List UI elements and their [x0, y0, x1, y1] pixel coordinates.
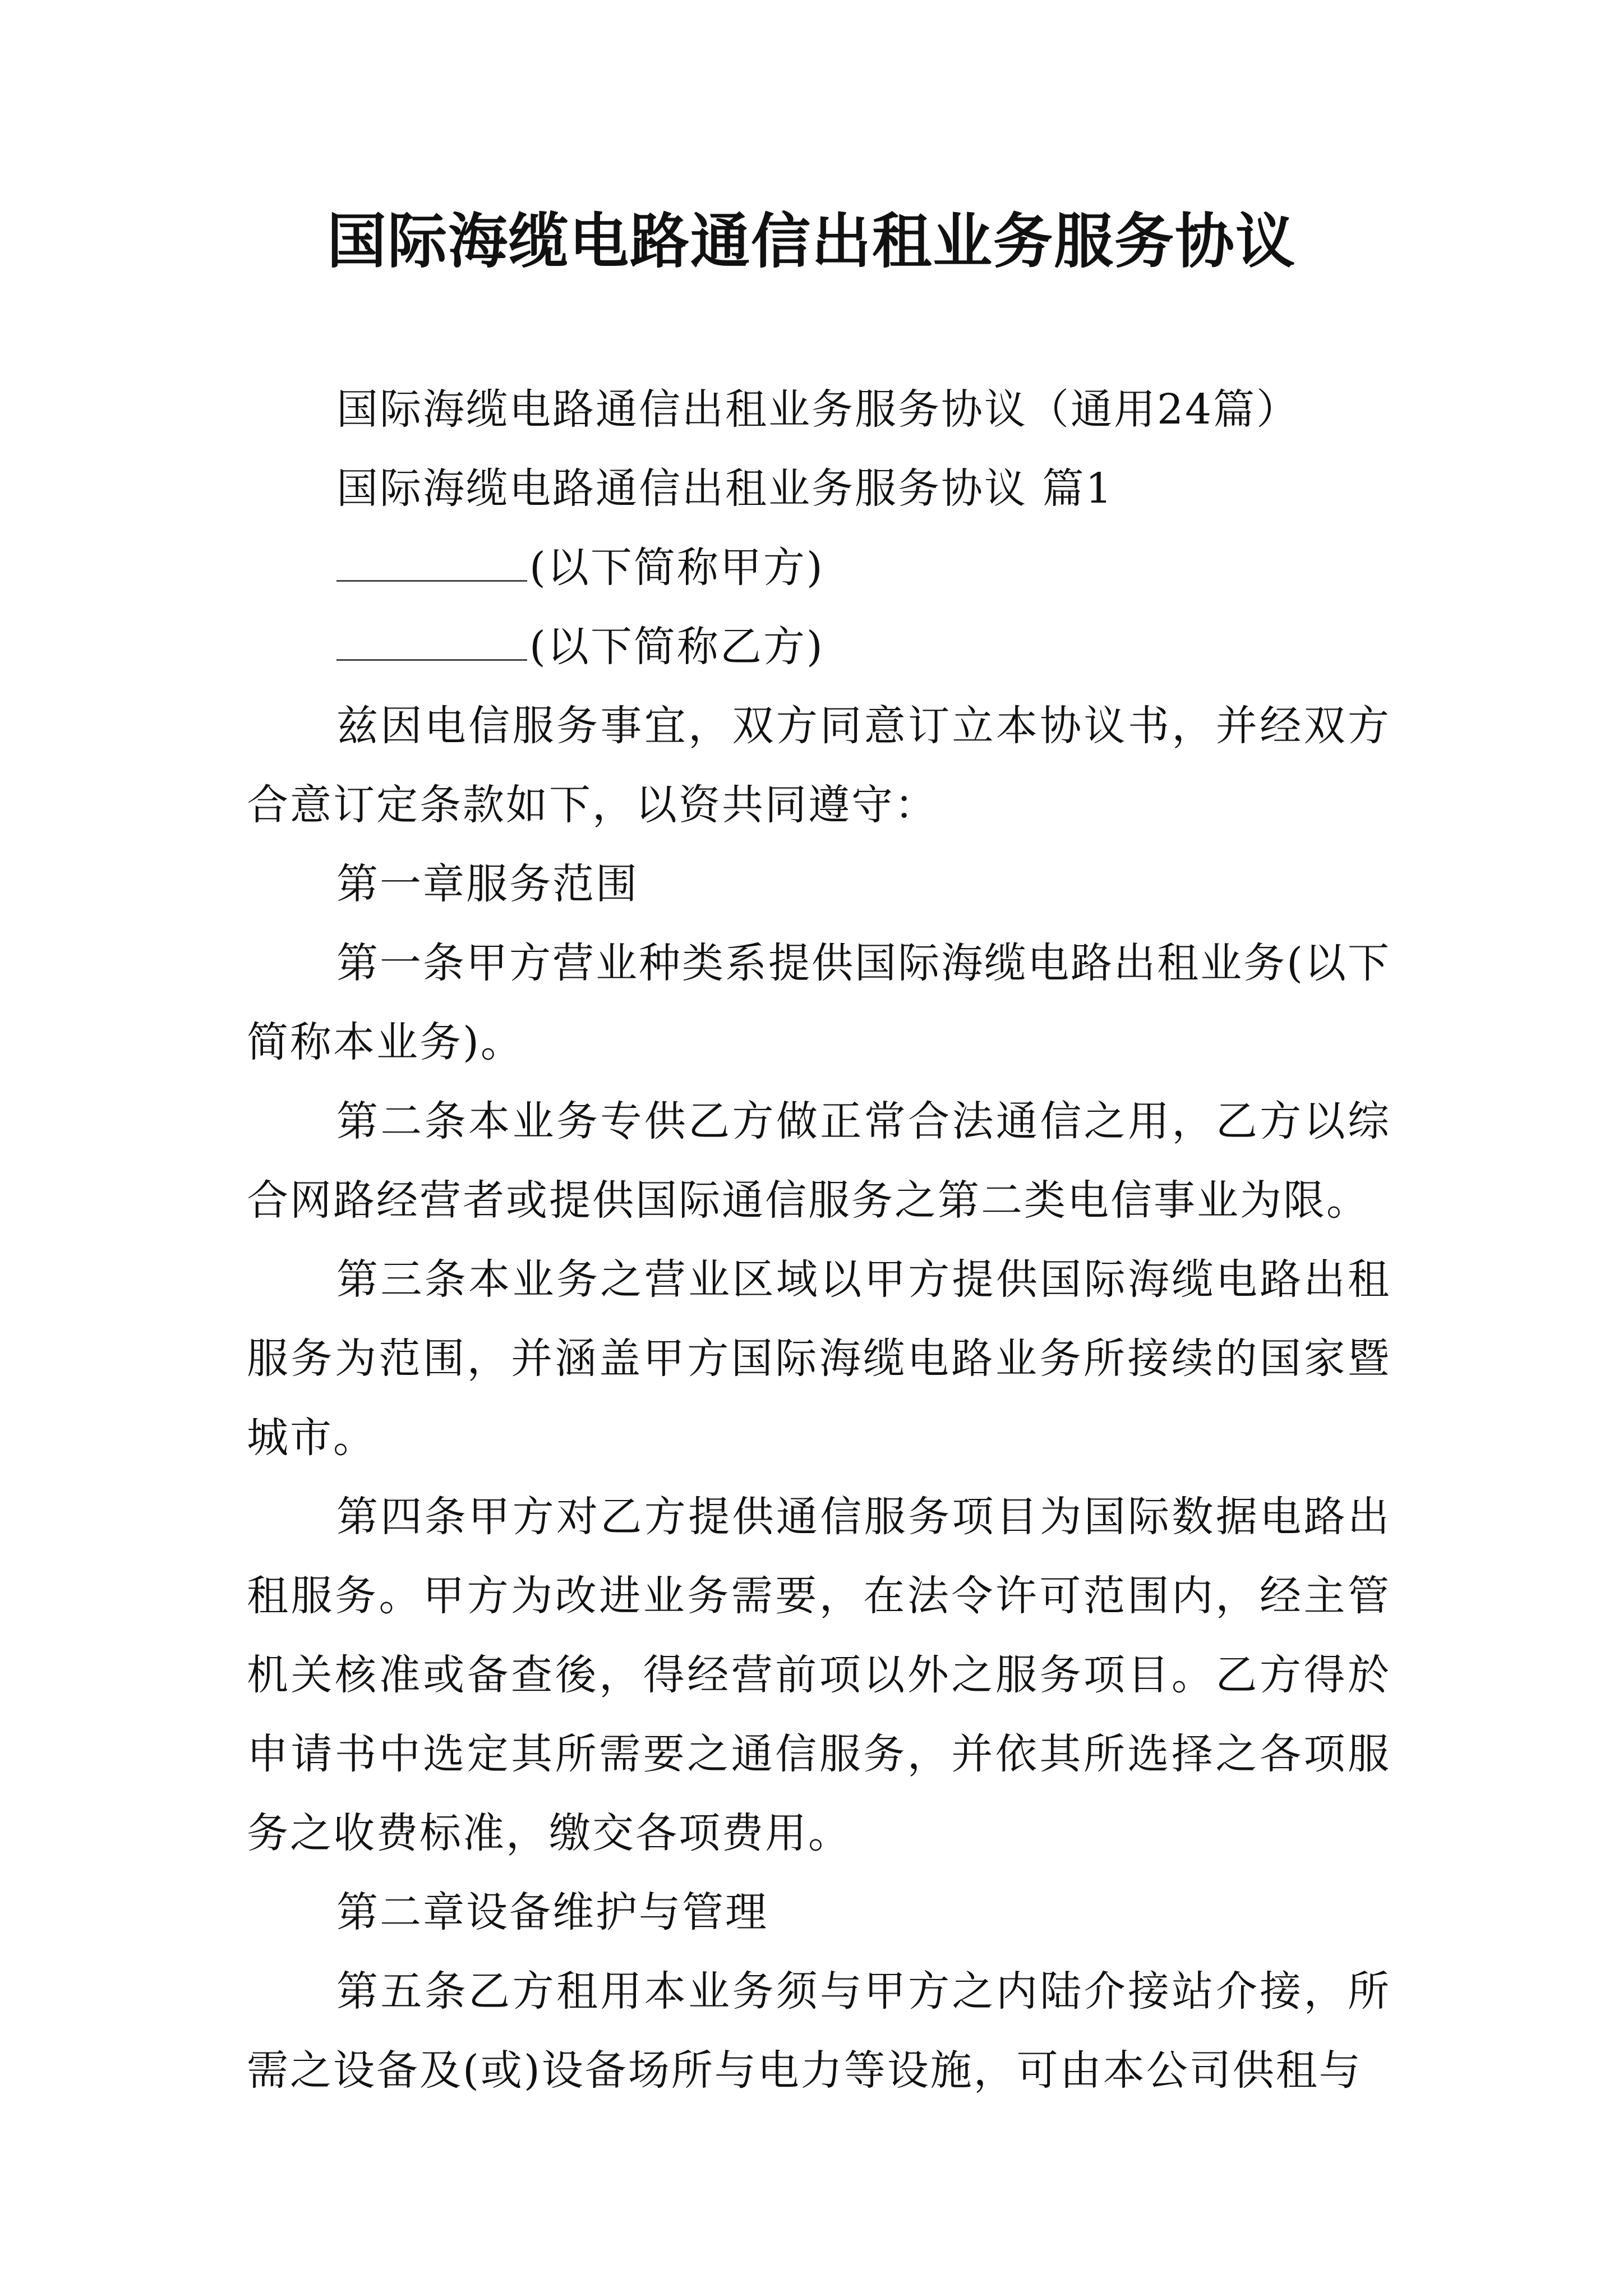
party-a-blank: [336, 531, 527, 582]
preamble-paragraph: 兹因电信服务事宜，双方同意订立本协议书，并经双方合意订定条款如下，以资共同遵守：: [247, 702, 1391, 829]
party-b-line: [247, 608, 1391, 687]
document-body: [247, 370, 1391, 2110]
article-1-paragraph: 第一条甲方营业种类系提供国际海缆电路出租业务(以下简称本业务)。: [247, 939, 1391, 1066]
article-2-paragraph: 第二条本业务专供乙方做正常合法通信之用，乙方以综合网路经营者或提供国际通信服务之第二类电信事业为限。: [247, 1097, 1391, 1225]
party-a-label: (以下简称甲方): [529, 544, 824, 592]
chapter-2-heading: 第二章设备维护与管理: [336, 1888, 768, 1936]
article-5-paragraph: 第五条乙方租用本业务须与甲方之内陆介接站介接，所需之设备及(或)设备场所与电力等设施，可由本公司供租与: [247, 1967, 1391, 2095]
party-a-line: [247, 528, 1391, 608]
chapter-1-heading: 第一章服务范围: [336, 860, 639, 908]
subtitle-line: 国际海缆电路通信出租业务服务协议（通用24篇）: [336, 385, 1300, 434]
document-title: 国际海缆电路通信出租业务服务协议: [327, 206, 1296, 276]
party-b-blank: [336, 610, 527, 661]
party-b-label: (以下简称乙方): [529, 623, 824, 671]
part-heading: 国际海缆电路通信出租业务服务协议 篇1: [336, 464, 1114, 513]
article-3-paragraph: 第三条本业务之营业区域以甲方提供国际海缆电路出租服务为范围，并涵盖甲方国际海缆电路业务所接续的国家暨城市。: [247, 1255, 1391, 1462]
article-4-paragraph: 第四条甲方对乙方提供通信服务项目为国际数据电路出租服务。甲方为改进业务需要，在法令许可范围内，经主管机关核准或备查後，得经营前项以外之服务项目。乙方得於申请书中选定其所需要之通信服务，并依其所选择之各项服务之收费标准，缴交各项费用。: [247, 1493, 1391, 1857]
